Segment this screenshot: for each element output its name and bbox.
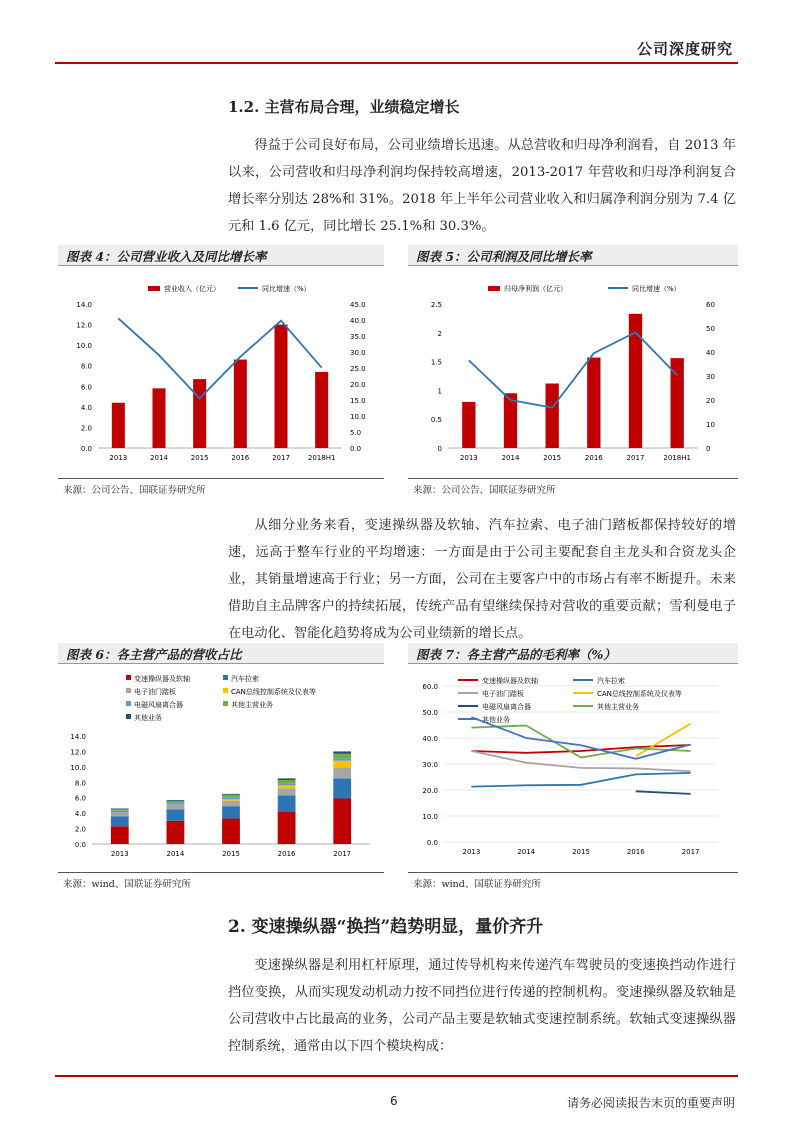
x-tick-5: 2018H1: [307, 454, 336, 462]
segment-2014-5: [167, 801, 185, 803]
x-tick-0: 2013: [459, 454, 478, 462]
y-tick-0: 0.0: [74, 841, 86, 849]
fig7-title-bar: [408, 643, 738, 664]
fig7-title: 图表 7：各主营产品的毛利率（%）: [416, 647, 616, 662]
y-tick-right-1: 5.0: [350, 429, 362, 437]
y-tick-right-2: 10.0: [350, 413, 366, 421]
legend-label-0: 归母净利润（亿元）: [504, 285, 567, 293]
legend-swatch-3: [223, 688, 228, 693]
legend-swatch-0: [148, 286, 160, 291]
segment-2015-5: [222, 795, 240, 798]
y-tick-right-4: 40: [706, 349, 715, 357]
x-tick-4: 2017: [333, 850, 352, 858]
y-tick-left-4: 8.0: [80, 362, 92, 371]
legend-label-4: 电磁风扇离合器: [482, 703, 531, 711]
fig4-source: 来源：公司公告、国联证券研究所: [63, 485, 206, 496]
legend-label-3: CAN总线控制系统及仪表等: [597, 690, 682, 698]
segment-2017-3: [333, 761, 351, 768]
segment-2017-4: [333, 758, 351, 760]
y-tick-right-1: 10: [706, 421, 715, 429]
segment-2017-5: [333, 754, 351, 759]
y-tick-4: 8.0: [74, 779, 86, 788]
legend-swatch-1: [223, 675, 228, 680]
y-tick-2: 20.0: [422, 787, 438, 795]
y-tick-1: 2.0: [74, 825, 86, 834]
segment-2015-0: [222, 819, 240, 844]
section-1-2-title: 1.2. 主营布局合理，业绩稳定增长: [228, 98, 460, 116]
series-line-4: [636, 791, 691, 794]
y-tick-left-5: 2.5: [430, 301, 442, 309]
y-tick-right-6: 30.0: [350, 349, 366, 357]
x-tick-4: 2017: [272, 454, 290, 462]
legend-label-1: 同比增速（%）: [632, 285, 681, 293]
y-tick-3: 30.0: [422, 761, 438, 769]
y-tick-5: 10.0: [70, 763, 86, 772]
legend-label-5: 其他主营业务: [597, 703, 639, 711]
fig6-title: 图表 6：各主营产品的营收占比: [66, 647, 242, 662]
segment-2017-1: [333, 778, 351, 798]
bar-2016: [587, 358, 600, 448]
fig6-title-bar: [58, 643, 384, 664]
segment-2016-0: [278, 812, 296, 844]
x-tick-2: 2015: [543, 454, 562, 462]
legend-label-1: 汽车拉索: [231, 675, 259, 683]
series-line-1: [471, 773, 690, 787]
bar-2018H1: [315, 372, 328, 448]
y-tick-right-8: 40.0: [350, 317, 366, 325]
legend-swatch-2: [126, 688, 131, 693]
y-tick-left-5: 10.0: [76, 342, 92, 351]
fig4-title: 图表 4：公司营业收入及同比增长率: [66, 249, 267, 264]
segment-2016-1: [278, 795, 296, 811]
x-tick-0: 2013: [109, 454, 128, 462]
segment-2014-2: [167, 805, 185, 810]
y-tick-right-5: 50: [706, 325, 715, 333]
y-tick-0: 0.0: [426, 839, 438, 847]
x-tick-3: 2016: [584, 454, 603, 462]
x-tick-4: 2017: [626, 454, 645, 462]
y-tick-left-6: 12.0: [76, 321, 92, 330]
y-tick-6: 12.0: [70, 748, 86, 757]
page-number: 6: [390, 1094, 398, 1108]
segment-2013-6: [111, 809, 129, 810]
x-tick-2: 2015: [190, 454, 209, 462]
x-tick-1: 2014: [150, 454, 168, 462]
y-tick-right-0: 0.0: [350, 445, 362, 453]
segment-2015-3: [222, 799, 240, 801]
segment-2016-5: [278, 780, 296, 784]
y-tick-2: 4.0: [74, 810, 86, 819]
bar-2015: [193, 379, 206, 448]
x-tick-0: 2013: [110, 850, 129, 858]
legend-swatch-6: [126, 714, 131, 719]
y-tick-right-5: 25.0: [350, 365, 366, 373]
legend-label-1: 同比增速（%）: [262, 285, 311, 293]
x-tick-3: 2016: [277, 850, 296, 858]
fig5-title-bar: [408, 245, 738, 266]
legend-label-0: 变速操纵器及软轴: [134, 675, 190, 683]
y-tick-left-2: 4.0: [80, 403, 92, 412]
legend-label-3: CAN总线控制系统及仪表等: [231, 688, 316, 696]
header-title: 公司深度研究: [636, 40, 733, 58]
segment-2015-2: [222, 801, 240, 806]
segment-2013-0: [111, 826, 129, 844]
segment-2015-6: [222, 794, 240, 795]
fig5-source-rule: [408, 478, 738, 479]
legend-swatch-0: [126, 675, 131, 680]
legend-swatch-4: [126, 701, 131, 706]
fig7-source: 来源：wind、国联证券研究所: [413, 879, 541, 890]
legend-label-6: 其他业务: [482, 716, 510, 724]
y-tick-right-2: 20: [706, 397, 715, 405]
legend-label-1: 汽车拉索: [597, 677, 625, 685]
segment-2017-0: [333, 798, 351, 844]
legend-swatch-0: [488, 286, 500, 291]
series-line-2: [471, 751, 690, 771]
x-tick-1: 2014: [501, 454, 520, 462]
fig5-title: 图表 5：公司利润及同比增长率: [416, 249, 592, 264]
y-tick-left-0: 0: [437, 445, 442, 453]
y-tick-right-6: 60: [706, 301, 715, 309]
segment-2013-5: [111, 809, 129, 811]
section-1-2-text: 得益于公司良好布局，公司业绩增长迅速。从总营收和归母净利润看，自 2013 年以来，公司营收和归母净利润均保持较高增速，2013-2017 年营收和归母净利润复合增长率分别达 28%和 31%。2018 年上半年公司营业收入和归属净利润分别为 7.4 亿元和 1.6 亿元，同比增长 25.1%和 30.3%。: [228, 138, 736, 234]
middle-paragraph: [228, 512, 736, 647]
legend-label-2: 电子油门踏板: [482, 690, 524, 698]
fig5-source: 来源：公司公告、国联证券研究所: [413, 485, 556, 496]
y-tick-right-3: 15.0: [350, 397, 366, 405]
y-tick-right-9: 45.0: [350, 301, 366, 309]
section-2-title: 2. 变速操纵器“换挡”趋势明显，量价齐升: [228, 917, 544, 937]
middle-text: 从细分业务来看，变速操纵器及软轴、汽车拉索、电子油门踏板都保持较好的增速，远高于整车行业的平均增速：一方面是由于公司主要配套自主龙头和合资龙头企业，其销量增速高于行业；另一方面，公司在主要客户中的市场占有率不断提升。未来借助自主品牌客户的持续拓展，传统产品有望继续保持对营收的重要贡献；雪利曼电子在电动化、智能化趋势将成为公司业绩新的增长点。: [228, 518, 736, 641]
segment-2017-6: [333, 751, 351, 753]
legend-label-5: 其他主营业务: [231, 701, 273, 709]
fig6-chart: [58, 668, 384, 868]
y-tick-5: 50.0: [422, 709, 438, 717]
fig7-chart: [408, 668, 738, 868]
fig4-title-bar: [58, 245, 384, 266]
y-tick-1: 10.0: [422, 813, 438, 821]
segment-2016-3: [278, 785, 296, 788]
segment-2016-2: [278, 788, 296, 795]
bar-2015: [546, 383, 559, 448]
x-tick-3: 2016: [231, 454, 250, 462]
segment-2014-0: [167, 821, 185, 844]
y-tick-left-2: 1: [437, 387, 442, 396]
x-tick-1: 2014: [517, 848, 536, 856]
legend-label-4: 电磁风扇离合器: [134, 701, 183, 709]
segment-2014-1: [167, 809, 185, 821]
y-tick-left-3: 1.5: [430, 358, 442, 367]
x-tick-1: 2014: [166, 850, 185, 858]
y-tick-left-7: 14.0: [76, 301, 92, 309]
segment-2016-6: [278, 778, 296, 780]
segment-2014-6: [167, 800, 185, 801]
fig7-source-rule: [408, 872, 738, 873]
x-tick-2: 2015: [572, 848, 590, 856]
y-tick-4: 40.0: [422, 735, 438, 743]
bar-2013: [112, 403, 125, 448]
fig6-source: 来源：wind、国联证券研究所: [63, 879, 191, 890]
segment-2013-1: [111, 816, 129, 826]
segment-2016-4: [278, 784, 296, 786]
legend-swatch-5: [223, 701, 228, 706]
legend-label-0: 变速操纵器及软轴: [482, 677, 538, 685]
legend-label-2: 电子油门踏板: [134, 688, 176, 696]
y-tick-right-3: 30: [706, 373, 715, 381]
fig4-chart: [58, 272, 384, 472]
footer-rule: [55, 1075, 738, 1077]
x-tick-2: 2015: [222, 850, 240, 858]
segment-2017-2: [333, 768, 351, 779]
y-tick-left-3: 6.0: [80, 383, 92, 392]
segment-2013-4: [111, 811, 129, 813]
fig6-source-rule: [58, 872, 384, 873]
growth-line: [469, 332, 677, 407]
fig4-source-rule: [58, 478, 384, 479]
bar-2017: [274, 325, 287, 448]
x-tick-5: 2018H1: [663, 454, 691, 462]
header-rule: [55, 62, 738, 64]
fig5-chart: [408, 272, 738, 472]
footer-note: 请务必阅读报告末页的重要声明: [566, 1096, 735, 1110]
x-tick-0: 2013: [462, 848, 481, 856]
y-tick-left-0: 0.0: [80, 445, 92, 453]
bar-2014: [152, 388, 165, 448]
bar-2016: [234, 360, 247, 448]
y-tick-left-1: 0.5: [430, 416, 442, 425]
bar-2013: [462, 402, 475, 448]
y-tick-7: 14.0: [70, 733, 86, 741]
segment-2015-1: [222, 806, 240, 818]
growth-line: [118, 318, 321, 398]
segment-2013-2: [111, 812, 129, 816]
y-tick-left-1: 2.0: [80, 424, 92, 433]
section-2-text: 变速操纵器是利用杠杆原理，通过传导机构来传递汽车驾驶员的变速换挡动作进行挡位变换，从而实现发动机动力按不同挡位进行传递的控制机构。变速操纵器及软轴是公司营收中占比最高的业务，公司产品主要是软轴式变速控制系统。软轴式变速操纵器控制系统，通常由以下四个模块构成：: [228, 958, 736, 1054]
section-2-paragraph: [228, 952, 736, 1060]
y-tick-3: 6.0: [74, 794, 86, 803]
y-tick-right-4: 20.0: [350, 381, 366, 389]
legend-label-0: 营业收入（亿元）: [164, 285, 220, 293]
y-tick-right-0: 0: [706, 445, 711, 453]
y-tick-right-7: 35.0: [350, 333, 366, 341]
x-tick-3: 2016: [626, 848, 645, 856]
legend-label-6: 其他业务: [134, 714, 162, 722]
segment-2014-4: [167, 803, 185, 805]
segment-2015-4: [222, 798, 240, 800]
y-tick-left-4: 2: [437, 329, 442, 338]
y-tick-6: 60.0: [422, 683, 438, 691]
x-tick-4: 2017: [681, 848, 700, 856]
section-1-2-paragraph: [228, 132, 736, 240]
